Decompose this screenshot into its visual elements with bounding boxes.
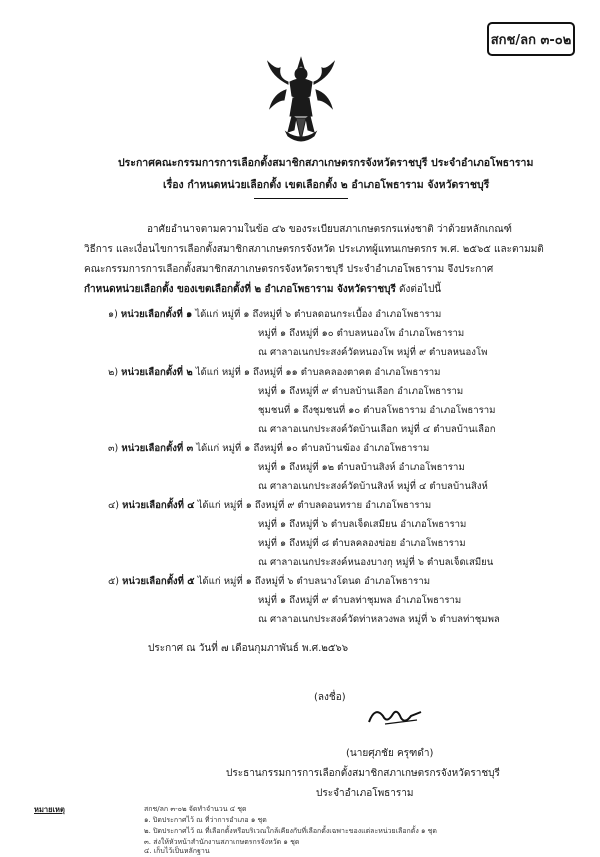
footnote-line: ๑. ปิดประกาศไว้ ณ ที่ว่าการอำเภอ ๑ ชุด [144,816,267,824]
footnote-line: ๒. ปิดประกาศไว้ ณ ที่เลือกตั้งหรือบริเวณใกล้เคียงกับที่เลือกตั้งเฉพาะของแต่ละหน่วยเลือกตั้ง ๑ ชุด [144,827,437,835]
announcement-date: ประกาศ ณ วันที่ ๗ เดือนกุมภาพันธ์ พ.ศ.๒๕๖๖ [148,643,349,654]
signatory-name: (นายศุภชัย ครุฑดำ) [346,748,434,759]
unit-4-location: ณ ศาลาอเนกประสงค์หนองบางกุ หมู่ที่ ๖ ตำบลเจ็ดเสมียน [258,557,494,568]
body-line-1: อาศัยอำนาจตามความในข้อ ๔๖ ของระเบียบสภาเกษตรกรแห่งชาติ ว่าด้วยหลักเกณฑ์ [147,224,512,235]
unit-2-title: หน่วยเลือกตั้งที่ ๒ [121,367,193,378]
header-divider [254,198,348,199]
footnote-tag: หมายเหตุ [34,805,65,814]
unit-5-location: ณ ศาลาอเนกประสงค์วัดท่าหลวงพล หมู่ที่ ๖ ตำบลท่าชุมพล [258,614,500,625]
unit-3-line: หมู่ที่ ๑ ถึงหมู่ที่ ๑๒ ตำบลบ้านสิงห์ อำเภอโพธาราม [258,462,465,473]
signature-mark-icon [365,702,425,730]
unit-3-location: ณ ศาลาอเนกประสงค์วัดบ้านสิงห์ หมู่ที่ ๔ ตำบลบ้านสิงห์ [258,481,488,492]
body-line-4 [84,282,441,297]
unit-1-first-line: ได้แก่ หมู่ที่ ๑ ถึงหมู่ที่ ๖ ตำบลดอนกระเบื้อง อำเภอโพธาราม [192,309,442,320]
unit-2-line: ชุมชนที่ ๑ ถึงชุมชนที่ ๑๐ ตำบลโพธาราม อำเภอโพธาราม [258,405,496,416]
unit-2-heading [108,365,440,380]
unit-4-line: หมู่ที่ ๑ ถึงหมู่ที่ ๘ ตำบลคลองข่อย อำเภอโพธาราม [258,538,466,549]
body-line-2: วิธีการ และเงื่อนไขการเลือกตั้งสมาชิกสภาเกษตรกรจังหวัด ประเภทผู้แทนเกษตรกร พ.ศ. ๒๕๖๕ และตามมติ [84,244,544,255]
unit-5-number: ๕) [108,576,120,587]
unit-4-number: ๔) [108,500,120,511]
footnote-line: ๔. เก็บไว้เป็นหลักฐาน [144,847,210,855]
body-line-4-rest: ดังต่อไปนี้ [395,284,442,295]
unit-2-line: หมู่ที่ ๑ ถึงหมู่ที่ ๙ ตำบลบ้านเลือก อำเภอโพธาราม [258,386,464,397]
unit-5-line: หมู่ที่ ๑ ถึงหมู่ที่ ๙ ตำบลท่าชุมพล อำเภอโพธาราม [258,595,462,606]
body-line-3: คณะกรรมการการเลือกตั้งสมาชิกสภาเกษตรกรจังหวัดราชบุรี ประจำอำเภอโพธาราม จึงประกาศ [84,264,494,275]
unit-2-number: ๒) [108,367,119,378]
signatory-position: ประธานกรรมการการเลือกตั้งสมาชิกสภาเกษตรกรจังหวัดราชบุรี [226,768,500,779]
unit-4-heading [108,498,431,513]
body-line-4-bold: กำหนดหน่วยเลือกตั้ง ของเขตเลือกตั้งที่ ๒ อำเภอโพธาราม จังหวัดราชบุรี [84,284,396,295]
unit-4-title: หน่วยเลือกตั้งที่ ๔ [122,500,195,511]
unit-4-line: หมู่ที่ ๑ ถึงหมู่ที่ ๖ ตำบลเจ็ดเสมียน อำเภอโพธาราม [258,519,467,530]
footnote-line: ๓. ส่งให้หัวหน้าสำนักงานสภาเกษตรกรจังหวัด ๑ ชุด [144,838,300,846]
signatory-position-office: ประจำอำเภอโพธาราม [316,788,414,799]
garuda-emblem-icon [266,56,336,148]
sign-label: (ลงชื่อ) [314,692,346,703]
unit-3-first-line: ได้แก่ หมู่ที่ ๑ ถึงหมู่ที่ ๑๐ ตำบลบ้านฆ้อง อำเภอโพธาราม [193,443,430,454]
unit-3-title: หน่วยเลือกตั้งที่ ๓ [121,443,194,454]
form-code-badge: สกช/ลก ๓-๐๒ [487,22,575,56]
unit-4-first-line: ได้แก่ หมู่ที่ ๑ ถึงหมู่ที่ ๙ ตำบลดอนทราย อำเภอโพธาราม [194,500,432,511]
unit-5-title: หน่วยเลือกตั้งที่ ๕ [122,576,195,587]
unit-1-number: ๑) [108,309,118,320]
unit-5-first-line: ได้แก่ หมู่ที่ ๑ ถึงหมู่ที่ ๖ ตำบลนางโดนด อำเภอโพธาราม [194,576,431,587]
unit-1-line: หมู่ที่ ๑ ถึงหมู่ที่ ๑๐ ตำบลหนองโพ อำเภอโพธาราม [258,328,465,339]
unit-2-location: ณ ศาลาอเนกประสงค์วัดบ้านเลือก หมู่ที่ ๔ ตำบลบ้านเลือก [258,424,496,435]
announcement-title: ประกาศคณะกรรมการการเลือกตั้งสมาชิกสภาเกษตรกรจังหวัดราชบุรี ประจำอำเภอโพธาราม [118,157,534,169]
footnote-line: สกช/ลก ๓-๐๒ จัดทำจำนวน ๔ ชุด [144,805,247,813]
unit-1-location: ณ ศาลาอเนกประสงค์วัดหนองโพ หมู่ที่ ๙ ตำบลหนองโพ [258,347,488,358]
unit-3-heading [108,441,429,456]
unit-5-heading [108,574,430,589]
unit-1-title: หน่วยเลือกตั้งที่ ๑ [120,309,193,320]
unit-3-number: ๓) [108,443,119,454]
unit-1-heading [108,307,441,322]
announcement-subject: เรื่อง กำหนดหน่วยเลือกตั้ง เขตเลือกตั้ง ๒ อำเภอโพธาราม จังหวัดราชบุรี [163,179,490,191]
unit-2-first-line: ได้แก่ หมู่ที่ ๑ ถึงหมู่ที่ ๑๑ ตำบลคลองตาคต อำเภอโพธาราม [192,367,441,378]
